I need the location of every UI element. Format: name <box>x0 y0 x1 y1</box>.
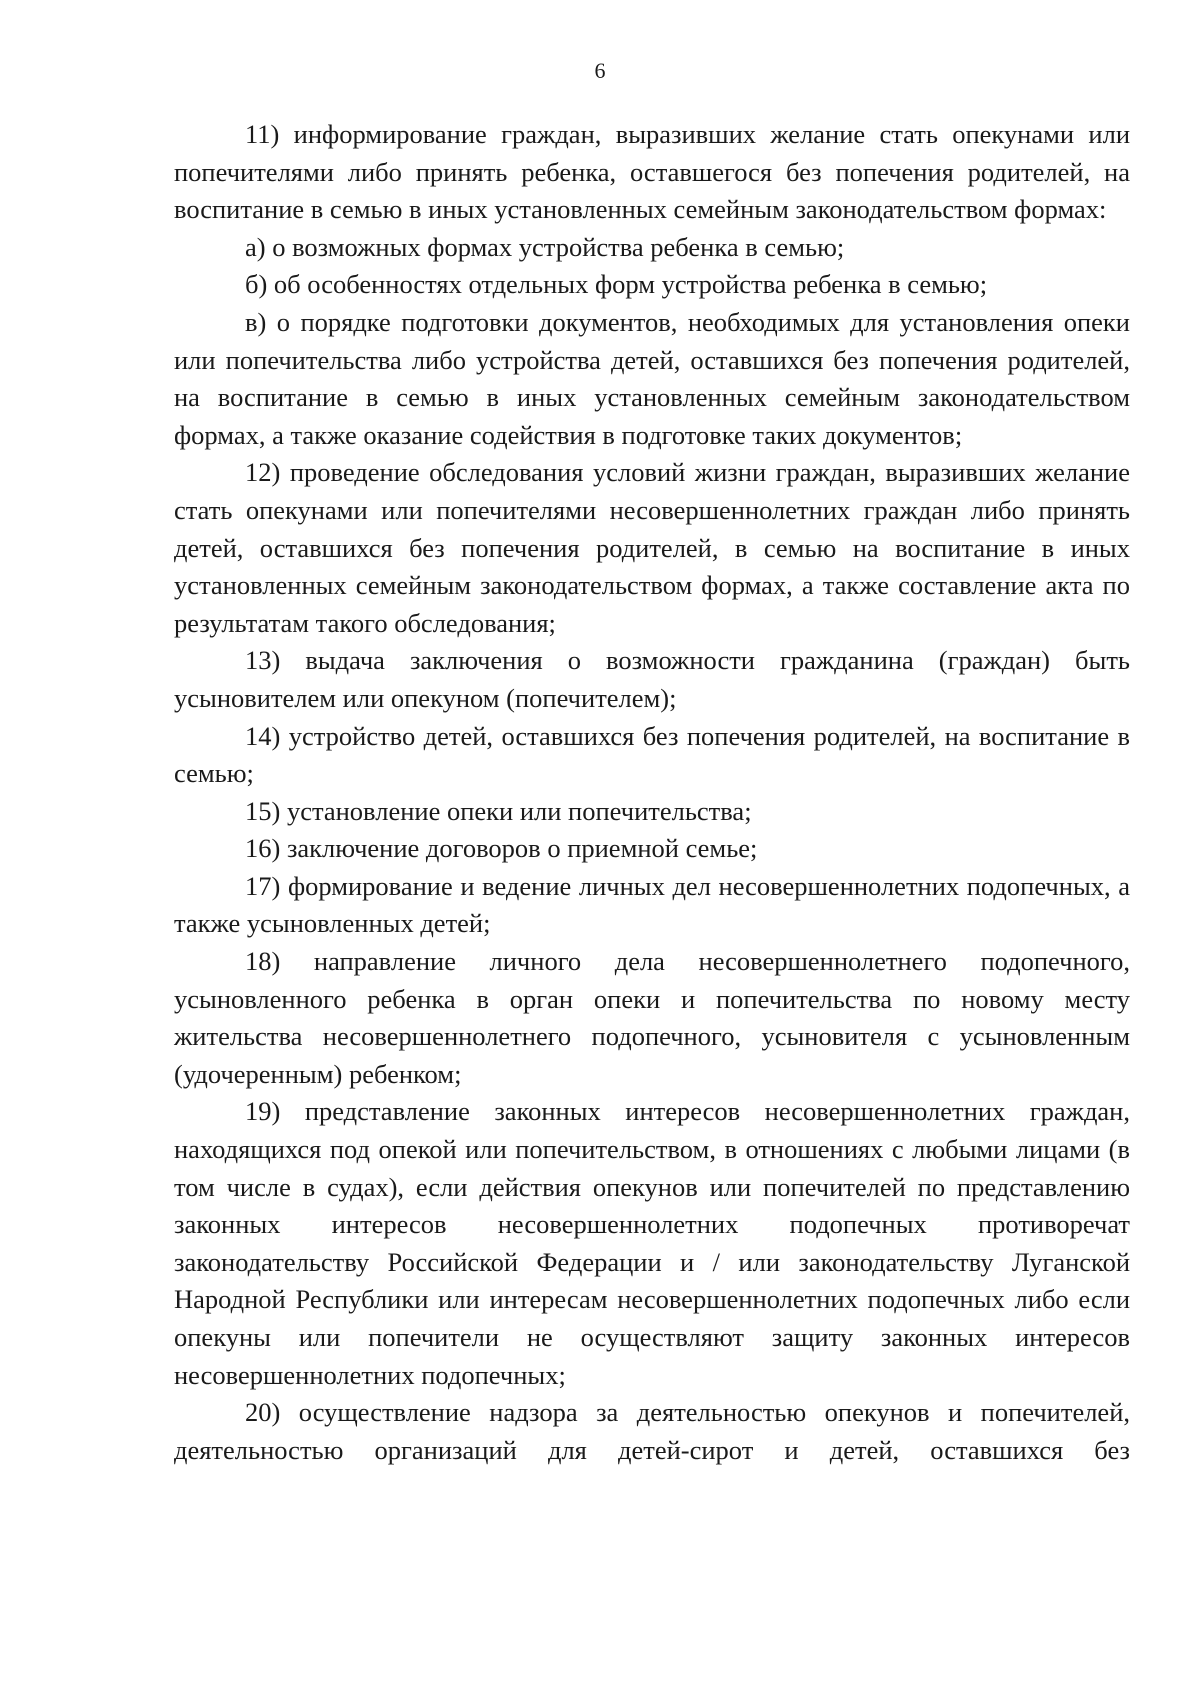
paragraph-subitem-v: в) о порядке подготовки документов, необходимых для установления опеки или попечительства либо устройства детей, оставшихся без попечения родителей, на воспитание в семью в иных установленных семейным законодательством формах, а также оказание содействия в подготовке таких документов; <box>174 306 1130 450</box>
paragraph-item-11: 11) информирование граждан, выразивших желание стать опекунами или попечителями либо принять ребенка, оставшегося без попечения родителей, на воспитание в семью в иных установленных семейным законодательством формах: <box>174 119 1130 225</box>
paragraph-item-15: 15) установление опеки или попечительства; <box>245 795 752 826</box>
paragraph-subitem-b: б) об особенностях отдельных форм устройства ребенка в семью; <box>245 269 988 300</box>
document-body <box>174 116 1130 1469</box>
paragraph-item-20: 20) осуществление надзора за деятельностью опекунов и попечителей, деятельностью организаций для детей-сирот и детей, оставшихся без <box>174 1397 1130 1465</box>
paragraph-item-19: 19) представление законных интересов несовершеннолетних граждан, находящихся под опекой или попечительством, в отношениях с любыми лицами (в том числе в судах), если действия опекунов или попечителей по представлению законных интересов несовершеннолетних подопечных противоречат законодательству Российской Федерации и / или законодательству Луганской Народной Республики или интересам несовершеннолетних подопечных либо если опекуны или попечители не осуществляют защиту законных интересов несовершеннолетних подопечных; <box>174 1096 1130 1390</box>
paragraph-item-16: 16) заключение договоров о приемной семье; <box>245 833 758 864</box>
paragraph-item-18: 18) направление личного дела несовершеннолетнего подопечного, усыновленного ребенка в орган опеки и попечительства по новому месту жительства несовершеннолетнего подопечного, усыновителя с усыновленным (удочеренным) ребенком; <box>174 946 1130 1089</box>
paragraph-subitem-a: а) о возможных формах устройства ребенка в семью; <box>245 231 845 262</box>
page-number: 6 <box>594 58 606 83</box>
paragraph-item-13: 13) выдача заключения о возможности гражданина (граждан) быть усыновителем или опекуном (попечителем); <box>174 645 1130 713</box>
paragraph-item-17: 17) формирование и ведение личных дел несовершеннолетних подопечных, а также усыновленных детей; <box>174 870 1130 939</box>
paragraph-item-14: 14) устройство детей, оставшихся без попечения родителей, на воспитание в семью; <box>174 720 1130 789</box>
paragraph-item-12: 12) проведение обследования условий жизни граждан, выразивших желание стать опекунами или попечителями несовершеннолетних граждан либо принять детей, оставшихся без попечения родителей, в семью на воспитание в иных установленных семейным законодательством формах, а также составление акта по результатам такого обследования; <box>174 457 1130 638</box>
